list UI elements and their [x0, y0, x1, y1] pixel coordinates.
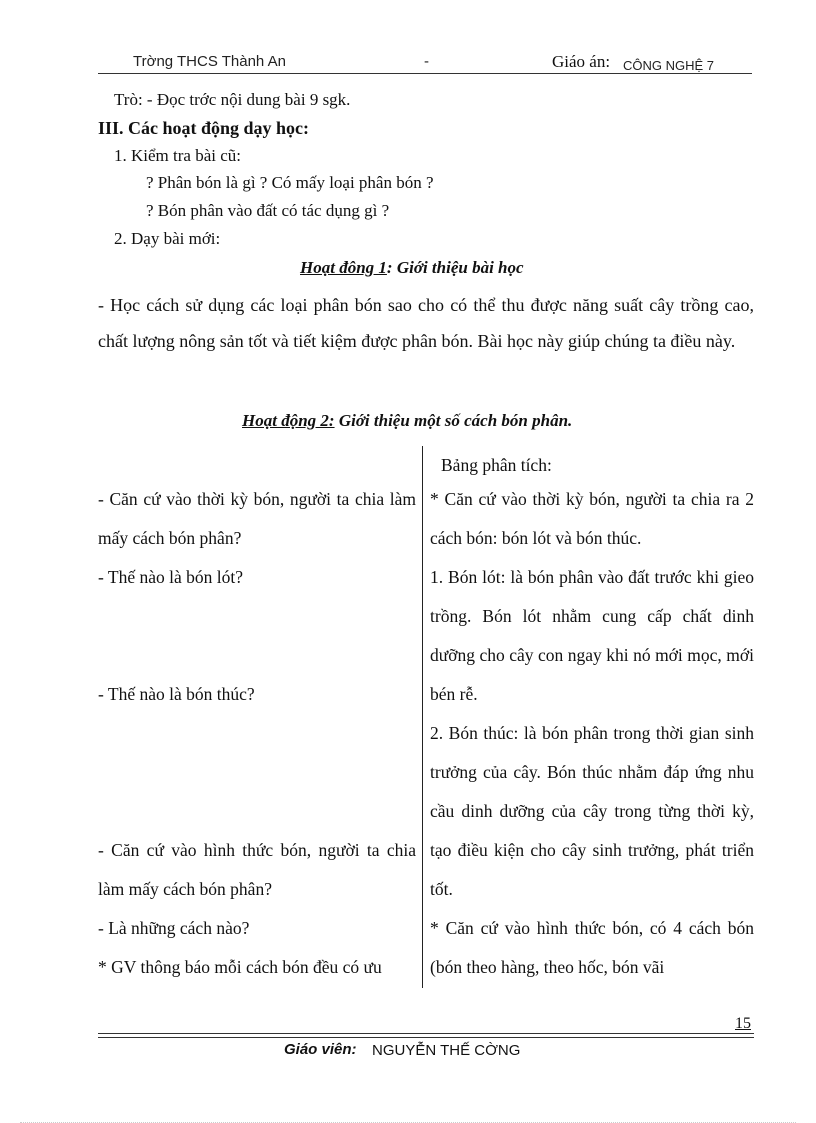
new-lesson-item: 2. Dạy bài mới: [114, 229, 221, 248]
review-item: 1. Kiểm tra bài cũ: [114, 146, 241, 165]
table-right-a3: 2. Bón thúc: là bón phân trong thời gian sinh trưởng của cây. Bón thúc nhằm đáp ứng nhu cầu dinh dưỡng của cây trong từng thời kỳ, tạo điều kiện cho cây sinh trưởng, phát triển tốt. [430, 723, 754, 899]
footer-rule-top [98, 1033, 754, 1034]
header-dash: - [424, 53, 429, 70]
activity-1-heading [300, 258, 524, 278]
table-left-q3: - Thế nào là bón thúc? [98, 684, 255, 704]
activity-1-title: Hoạt đông 1 [300, 258, 387, 277]
review-question-1: ? Phân bón là gì ? Có mấy loại phân bón ? [146, 173, 434, 192]
activity-2-title: Hoạt động 2: [242, 411, 335, 430]
table-right-a4: * Căn cứ vào hình thức bón, có 4 cách bón (bón theo hàng, theo hốc, bón vãi [430, 918, 754, 977]
activity-1-subtitle: : Giới thiệu bài học [386, 258, 524, 277]
header-rule [98, 73, 752, 74]
activity-2-heading [242, 411, 572, 431]
table-divider [422, 446, 423, 988]
table-left-q4: - Căn cứ vào hình thức bón, người ta chia làm mấy cách bón phân? [98, 840, 416, 899]
footer-label: Giáo viên: [284, 1041, 357, 1058]
table-right-a2: 1. Bón lót: là bón phân vào đất trước khi gieo trồng. Bón lót nhằm cung cấp chất dinh dưỡng cho cây con ngay khi nó mới mọc, mới bén rễ. [430, 567, 754, 704]
table-left-q5: - Là những cách nào? [98, 918, 250, 938]
header-school: Trờng THCS Thành An [133, 53, 286, 70]
footer-rule-bottom [98, 1037, 754, 1038]
section-heading: III. Các hoạt động dạy học: [98, 118, 310, 138]
table-right-header: Bảng phân tích: [441, 455, 552, 475]
table-left-q2: - Thế nào là bón lót? [98, 567, 243, 587]
activity-2-subtitle: Giới thiệu một số cách bón phân. [334, 411, 573, 430]
prep-line: Trò: - Đọc trớc nội dung bài 9 sgk. [114, 90, 351, 109]
table-left-q1: - Căn cứ vào thời kỳ bón, người ta chia làm mấy cách bón phân? [98, 489, 416, 548]
table-right-a1: * Căn cứ vào thời kỳ bón, người ta chia ra 2 cách bón: bón lót và bón thúc. [430, 489, 754, 548]
activity-1-paragraph: - Học cách sử dụng các loại phân bón sao cho có thể thu được năng suất cây trồng cao, chất lượng nông sản tốt và tiết kiệm được phân bón. Bài học này giúp chúng ta điều này. [98, 295, 754, 351]
header-subject: CÔNG NGHỆ 7 [623, 58, 715, 73]
table-left-q6: * GV thông báo mỗi cách bón đều có ưu [98, 957, 382, 977]
page-number: 15 [735, 1015, 751, 1032]
footer-teacher-name: NGUYỄN THẾ CỜNG [372, 1042, 521, 1059]
header-label: Giáo án: [552, 52, 611, 71]
review-question-2: ? Bón phân vào đất có tác dụng gì ? [146, 201, 390, 220]
